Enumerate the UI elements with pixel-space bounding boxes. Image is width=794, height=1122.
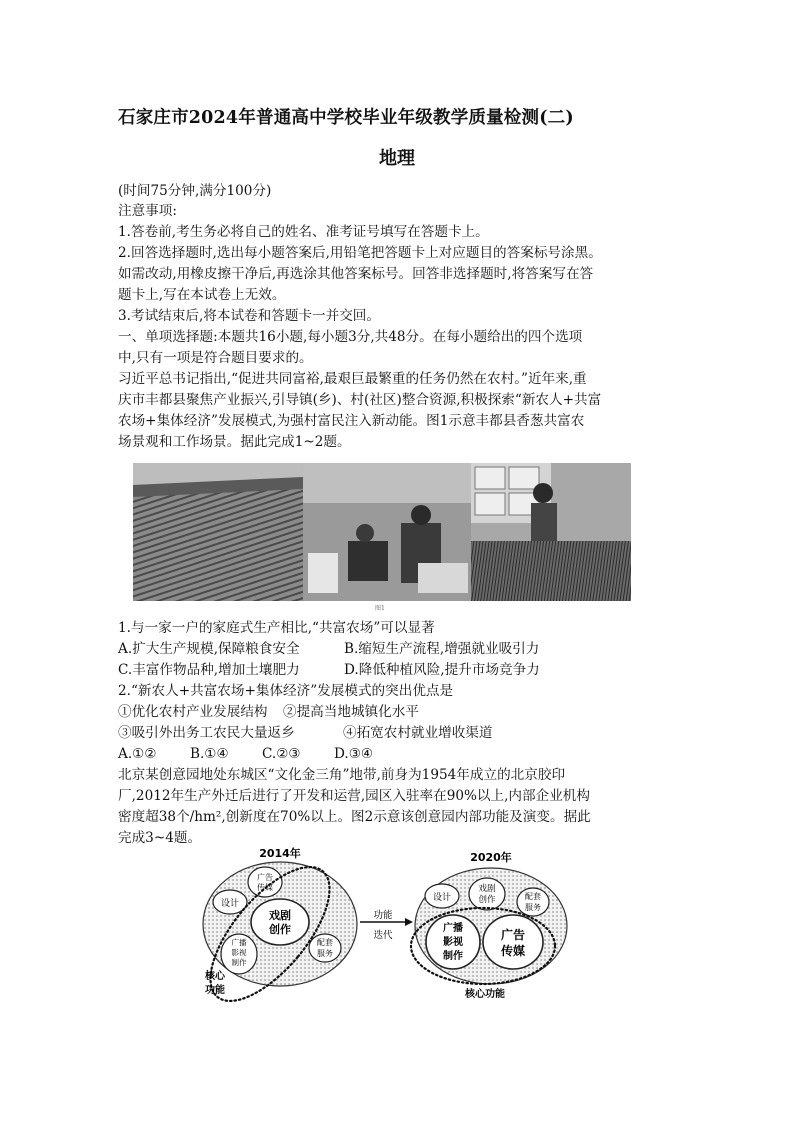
- section-1-heading: 一、单项选择题:本题共16小题,每小题3分,共48分。在每小题给出的四个选项: [118, 329, 583, 345]
- support-2014-text-1: 配套: [317, 938, 333, 947]
- broadcast-2014-text-3: 制作: [231, 958, 247, 967]
- drama-2020-bubble: [469, 878, 505, 910]
- instruction-2-line-1: 2.回答选择题时,选出每小题答案后,用铅笔把答题卡上对应题目的答案标号涂黑。: [118, 245, 602, 261]
- ad-media-2014-text-2: 传媒: [257, 883, 273, 892]
- question-2-option-b: B.①④: [190, 746, 229, 762]
- broadcast-2014-text-1: 广播: [231, 938, 247, 947]
- core-2014-label-2: 功能: [205, 985, 225, 996]
- support-2014-text-2: 服务: [317, 949, 333, 958]
- drama-2014-bubble: [251, 899, 309, 945]
- support-2020-text-1: 配套: [525, 892, 541, 901]
- question-2-option-a: A.①②: [118, 746, 157, 762]
- subject-title: 地理: [379, 148, 415, 169]
- question-1-option-a: A.扩大生产规模,保障粮食安全: [118, 641, 300, 657]
- instruction-2-line-3: 题卡上,写在本试卷上无效。: [118, 287, 286, 303]
- passage-1-line-2: 庆市丰都县聚焦产业振兴,引导镇(乡)、村(社区)整合资源,积极探索“新农人+共富: [118, 392, 602, 408]
- section-1-heading-cont: 中,只有一项是符合题目要求的。: [118, 350, 313, 366]
- question-2-stem: 2.“新农人+共富农场+集体经济”发展模式的突出优点是: [118, 683, 454, 699]
- passage-2-line-1: 北京某创意园地处东城区“文化金三角”地带,前身为1954年成立的北京胶印: [118, 767, 566, 783]
- ad-media-2014-bubble: [248, 867, 282, 897]
- figure-2-diagram: [195, 842, 575, 1007]
- exam-title: 石家庄市2024年普通高中学校毕业年级教学质量检测(二): [118, 108, 574, 128]
- question-2-item-4: ④拓宽农村就业增收渠道: [343, 725, 493, 741]
- question-1-stem: 1.与一家一户的家庭式生产相比,“共富农场”可以显著: [118, 620, 435, 636]
- broadcast-2020-text-2: 影视: [443, 937, 463, 948]
- instruction-2-line-2: 如需改动,用橡皮擦干净后,再选涂其他答案标号。回答非选择题时,将答案写在答: [118, 266, 594, 282]
- question-1-option-d: D.降低种植风险,提升市场竞争力: [344, 662, 540, 678]
- passage-2-line-2: 厂,2012年生产外迁后进行了开发和运营,园区入驻率在90%以上,内部企业机构: [118, 788, 590, 804]
- iteration-label-2: 迭代: [373, 930, 393, 941]
- question-1-option-b: B.缩短生产流程,增强就业吸引力: [344, 641, 540, 657]
- design-2014-text: 设计: [220, 899, 240, 909]
- broadcast-2020-text-3: 制作: [443, 951, 463, 962]
- passage-1-line-3: 农场+集体经济”发展模式,为强村富民注入新动能。图1示意丰都县香葱共富农: [118, 413, 585, 429]
- instruction-3: 3.考试结束后,将本试卷和答题卡一并交回。: [118, 308, 380, 324]
- ad-media-2020-text-2: 传媒: [500, 944, 526, 958]
- exam-time: (时间75分钟,满分100分): [118, 183, 272, 199]
- year-2014-label: 2014年: [259, 847, 301, 860]
- passage-1-line-1: 习近平总书记指出,“促进共同富裕,最艰巨最繁重的任务仍然在农村。”近年来,重: [118, 371, 587, 387]
- drama-2014-text-2: 创作: [269, 923, 291, 936]
- design-2020-text: 设计: [432, 893, 452, 903]
- question-2-item-3: ③吸引外出务工农民大量返乡: [118, 725, 295, 741]
- ad-media-2020-text-1: 广告: [500, 928, 526, 942]
- iteration-label-1: 功能: [373, 910, 393, 921]
- instruction-1: 1.答卷前,考生务必将自己的姓名、准考证号填写在答题卡上。: [118, 224, 489, 240]
- question-2-item-2: ②提高当地城镇化水平: [283, 704, 419, 720]
- passage-1-line-4: 场景观和工作场景。据此完成1~2题。: [118, 434, 351, 450]
- passage-2-line-3: 密度超38个/hm²,创新度在70%以上。图2示意该创意园内部功能及演变。据此: [118, 809, 591, 825]
- broadcast-2020-text-1: 广播: [443, 923, 463, 934]
- drama-2020-text-2: 创作: [478, 895, 496, 905]
- support-2020-text-2: 服务: [525, 903, 541, 912]
- year-2020-label: 2020年: [470, 851, 512, 864]
- instructions-heading: 注意事项:: [118, 203, 177, 219]
- ad-media-2014-text-1: 广告: [257, 873, 273, 882]
- question-2-item-1: ①优化农村产业发展结构: [118, 704, 268, 720]
- broadcast-2014-text-2: 影视: [231, 948, 247, 957]
- drama-2014-text-1: 戏剧: [269, 909, 291, 922]
- figure-1-caption: 图1: [375, 605, 385, 612]
- question-2-option-d: D.③④: [334, 746, 374, 762]
- iteration-arrow-head: [405, 918, 413, 926]
- question-2-option-c: C.②③: [262, 746, 301, 762]
- passage-2-line-4: 完成3~4题。: [118, 830, 202, 846]
- question-1-option-c: C.丰富作物品种,增加土壤肥力: [118, 662, 300, 678]
- core-2014-label-1: 核心: [205, 971, 225, 982]
- drama-2020-text-1: 戏剧: [478, 884, 496, 894]
- ad-media-2020-bubble: [483, 915, 543, 969]
- figure-1-photo: [133, 463, 631, 601]
- core-2020-label: 核心功能: [465, 989, 505, 1000]
